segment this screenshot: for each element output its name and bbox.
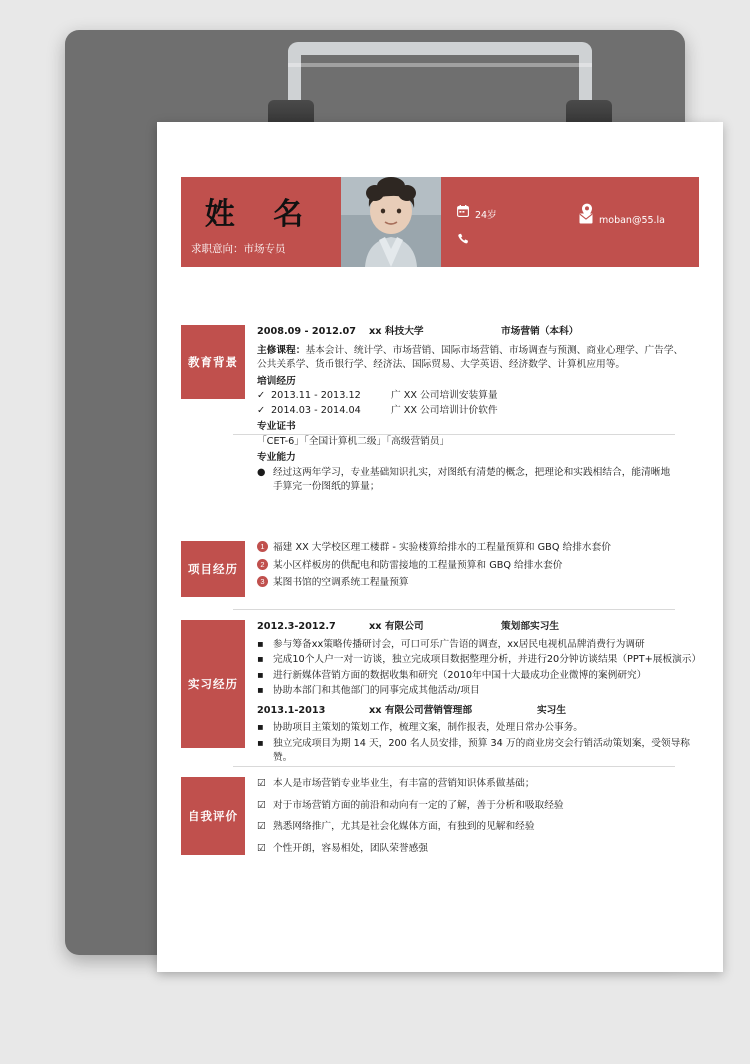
- divider: [233, 434, 675, 435]
- internship-bullet-text: 完成10个人户一对一访谈，独立完成项目数据整理分析，并进行20分钟访谈结果（PPT+展板演示）: [273, 654, 702, 665]
- mail-icon: [579, 213, 593, 224]
- section-tab-education: 教育背景: [181, 325, 245, 399]
- internship-bullet-text: 参与筹备xx策略传播研讨会，可口可乐广告语的调查，xx居民电视机品牌消费行为调研: [273, 638, 645, 650]
- internship-company-2: xx 有限公司营销管理部: [369, 704, 473, 716]
- evaluation-text: 个性开朗，容易相处，团队荣誉感强: [273, 842, 428, 854]
- project-item: [257, 576, 699, 591]
- number-badge-icon: 1: [257, 541, 268, 552]
- square-bullet-icon: ▪: [257, 654, 264, 665]
- training-date-2: 2014.03 - 2014.04: [271, 404, 361, 416]
- internship-bullet-text: 协助项目主策划的策划工作，梳理文案，制作报表，处理日常办公事务。: [273, 722, 583, 733]
- internship-bullet: [257, 737, 699, 766]
- training-row-2: [257, 404, 699, 419]
- phone-icon: [457, 233, 470, 246]
- checkbox-icon: ☑: [257, 778, 266, 789]
- project-text-3: 某图书馆的空调系统工程量预算: [273, 577, 409, 588]
- square-bullet-icon: ▪: [257, 685, 264, 696]
- check-mark-icon: ✓: [257, 404, 266, 416]
- internship-date-1: 2012.3-2012.7: [257, 621, 336, 632]
- education-school: xx 科技大学: [369, 326, 424, 337]
- education-heading-row: [257, 325, 699, 340]
- project-text-1: 福建 XX 大学校区理工楼群 - 实验楼算给排水的工程量预算和 GBQ 给排水套价: [273, 542, 611, 553]
- training-date-1: 2013.11 - 2013.12: [271, 390, 361, 401]
- training-text-1: 广 XX 公司培训安装算量: [391, 390, 498, 401]
- certificate-list: 「CET-6」「全国计算机二级」「高级营销员」: [257, 435, 450, 447]
- portrait-illustration: [341, 177, 441, 267]
- training-text-2: 广 XX 公司培训计价软件: [391, 404, 498, 416]
- job-objective: 求职意向：市场专员: [191, 243, 286, 255]
- square-bullet-icon: ▪: [257, 669, 264, 681]
- clipboard: [65, 30, 702, 955]
- evaluation-text: 对于市场营销方面的前沿和动向有一定的了解，善于分析和吸取经验: [273, 799, 564, 811]
- avatar: [341, 177, 441, 267]
- ability-label: 专业能力: [257, 452, 296, 463]
- internship-role-1: 策划部实习生: [501, 621, 560, 632]
- ability-text-1: 经过这两年学习，专业基础知识扎实，对图纸有清楚的概念，把理论和实践相结合，能清晰地: [273, 466, 671, 478]
- certificate-label: 专业证书: [257, 421, 296, 432]
- internship-date-2: 2013.1-2013: [257, 704, 326, 716]
- contact-age: 24岁: [475, 210, 497, 221]
- checkbox-icon: ☑: [257, 799, 266, 811]
- internship-bullet: [257, 669, 699, 684]
- clip-handle: [288, 42, 592, 134]
- square-bullet-icon: ▪: [257, 737, 264, 749]
- evaluation-text: 本人是市场营销专业毕业生，有丰富的营销知识体系做基础；: [273, 778, 535, 789]
- section-tab-internship: 实习经历: [181, 620, 245, 748]
- evaluation-text: 熟悉网络推广，尤其是社会化媒体方面，有独到的见解和经验: [273, 821, 535, 832]
- name-block: [181, 177, 341, 267]
- courses-text-1: 基本会计、统计学、市场营销、国际市场营销、市场调查与预测、商业心理学、广告学、: [305, 344, 684, 356]
- ability-text-2: 手算完一份图纸的算量；: [273, 481, 380, 492]
- internship-heading-1: [257, 620, 699, 635]
- internship-role-2: 实习生: [537, 704, 567, 716]
- internship-bullet-text: 进行新媒体营销方面的数据收集和研究（2010年中国十大最成功企业微博的案例研究）: [273, 669, 647, 681]
- courses-line-1: [257, 344, 699, 359]
- check-mark-icon: ✓: [257, 390, 266, 401]
- internship-heading-2: [257, 704, 699, 719]
- evaluation-item: [257, 777, 699, 792]
- training-row-1: [257, 389, 699, 404]
- divider: [233, 766, 675, 767]
- checkbox-icon: ☑: [257, 842, 266, 854]
- contact-block: [441, 177, 699, 267]
- resume-header: [181, 177, 699, 267]
- calendar-icon: [457, 205, 469, 217]
- number-badge-icon: 2: [257, 559, 268, 570]
- square-bullet-icon: ▪: [257, 722, 264, 733]
- ability-item: [257, 466, 699, 495]
- internship-bullet: [257, 653, 702, 668]
- evaluation-item: [257, 799, 699, 814]
- training-label: 培训经历: [257, 375, 296, 387]
- candidate-name: 姓 名: [204, 197, 318, 232]
- internship-company-1: xx 有限公司: [369, 621, 424, 632]
- contact-email: moban@55.la: [599, 215, 666, 226]
- resume-page: [157, 122, 723, 972]
- internship-bullet: [257, 684, 699, 699]
- project-item: [257, 541, 699, 556]
- internship-bullet: [257, 721, 699, 736]
- section-tab-project: 项目经历: [181, 541, 245, 597]
- internship-bullet-text: 协助本部门和其他部门的同事完成其他活动/项目: [273, 685, 480, 696]
- courses-line-2: 公共关系学、货币银行学、经济法、国际贸易、大学英语、经济数学、计算机应用等。: [257, 359, 626, 370]
- divider: [233, 609, 675, 610]
- internship-bullet: [257, 638, 699, 653]
- project-text-2: 某小区样板房的供配电和防雷接地的工程量预算和 GBQ 给排水套价: [273, 559, 563, 571]
- number-badge-icon: 3: [257, 576, 268, 587]
- education-major: 市场营销（本科）: [501, 326, 579, 337]
- internship-bullet-text: 独立完成项目为期 14 天，200 名人员安排，预算 34 万的商业房交会行销活动策划案，受领导称赞。: [273, 737, 690, 763]
- square-bullet-icon: ▪: [257, 638, 264, 650]
- bullet-icon: ●: [257, 466, 266, 478]
- project-item: [257, 559, 699, 574]
- education-date: 2008.09 - 2012.07: [257, 326, 357, 337]
- checkbox-icon: ☑: [257, 821, 266, 832]
- evaluation-item: [257, 842, 699, 857]
- section-tab-evaluation: 自我评价: [181, 777, 245, 855]
- courses-label: 主修课程：: [257, 344, 306, 356]
- evaluation-item: [257, 820, 699, 835]
